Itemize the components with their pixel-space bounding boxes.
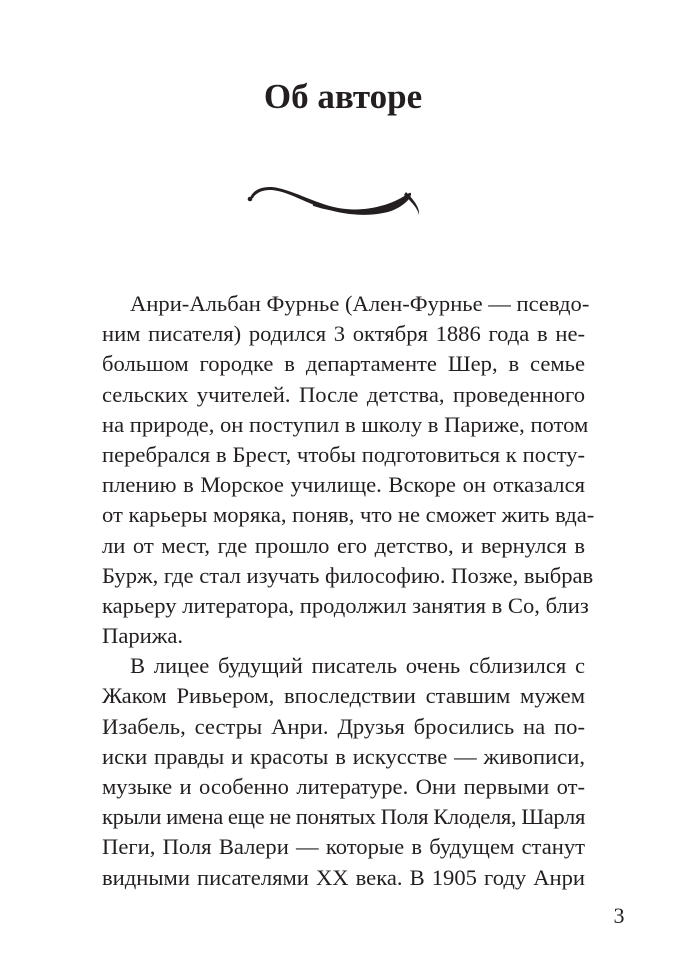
- article-body: [102, 289, 595, 893]
- text-line: Жаком Ривьером, впоследствии ставшим мужем: [102, 683, 585, 709]
- text-line: на природе, он поступил в школу в Париже, потом: [102, 411, 589, 437]
- text-line: Изабель, сестры Анри. Друзья бросились на по-: [102, 713, 585, 739]
- page-number: 3: [613, 903, 625, 928]
- text-line: ли от мест, где прошло его детство, и вернулся в: [102, 532, 585, 558]
- text-line: большом городке в департаменте Шер, в семье: [102, 351, 585, 377]
- page-title: Об авторе: [263, 77, 423, 116]
- text-line: ним писателя) родился 3 октября 1886 года в не-: [102, 321, 585, 347]
- text-line: перебрался в Брест, чтобы подготовиться к посту-: [102, 441, 585, 467]
- text-line: Пеги, Поля Валери — которые в будущем станут: [102, 834, 585, 860]
- text-line: крыли имена еще не понятых Поля Клоделя, Шарля: [102, 804, 585, 830]
- paragraph-2: [102, 651, 585, 893]
- text-line: карьеру литератора, продолжил занятия в Со, близ: [102, 592, 589, 618]
- text-line: Бурж, где стал изучать философию. Позже, выбрав: [102, 562, 594, 588]
- text-line: сельских учителей. После детства, проведенного: [102, 381, 585, 407]
- text-line: музыке и особенно литературе. Они первыми от-: [102, 774, 585, 799]
- text-line: видными писателями XX века. В 1905 году Анри: [102, 864, 585, 890]
- text-line: иски правды и красоты в искусстве — живописи,: [102, 743, 585, 769]
- text-line: Анри-Альбан Фурнье (Ален-Фурнье — псевдо-: [130, 291, 590, 316]
- flourish-divider-icon: [240, 176, 422, 220]
- text-line: Парижа.: [102, 623, 184, 649]
- text-line: плению в Морское училище. Вскоре он отказался: [102, 472, 585, 498]
- text-line: от карьеры моряка, поняв, что не сможет жить вда-: [102, 502, 595, 528]
- text-line: В лицее будущий писатель очень сблизился с: [130, 653, 585, 679]
- paragraph-1: [102, 289, 595, 651]
